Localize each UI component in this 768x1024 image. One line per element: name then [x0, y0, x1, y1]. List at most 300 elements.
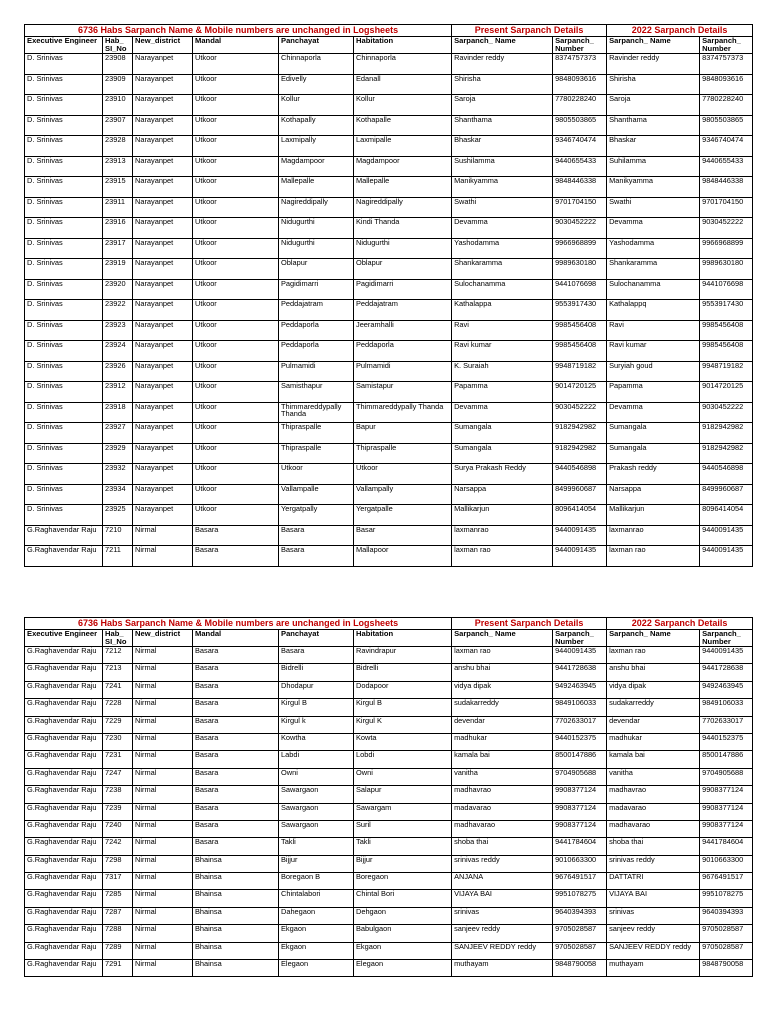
table-cell: 9440655433: [700, 156, 753, 177]
table-row: [25, 505, 753, 526]
table-cell: Kowtha: [279, 733, 354, 750]
table-cell: D. Srinivas: [25, 259, 103, 280]
table-body: [25, 618, 753, 977]
table-cell: Shirisha: [607, 74, 700, 95]
table-cell: Kothapally: [279, 115, 354, 136]
table-cell: Kowta: [354, 733, 452, 750]
table-cell: 8374757373: [553, 54, 607, 75]
table-cell: 7289: [103, 942, 133, 959]
table-cell: G.Raghavendar Raju: [25, 664, 103, 681]
table-cell: vidya dipak: [607, 681, 700, 698]
table-cell: madhavarao: [607, 820, 700, 837]
table-cell: 8500147886: [700, 751, 753, 768]
table-cell: 9553917430: [553, 300, 607, 321]
table-cell: kamala bai: [607, 751, 700, 768]
column-header: Sarpanch_ Name: [607, 630, 700, 647]
table-cell: Chinnaporla: [354, 54, 452, 75]
table-cell: Bhainsa: [193, 960, 279, 977]
table-cell: D. Srinivas: [25, 300, 103, 321]
table-cell: Chinnaporla: [279, 54, 354, 75]
table-cell: 9182942982: [700, 443, 753, 464]
table-cell: Nirmal: [133, 716, 193, 733]
table-cell: 9951078275: [553, 890, 607, 907]
table-cell: G.Raghavendar Raju: [25, 855, 103, 872]
table-cell: Utkoor: [193, 505, 279, 526]
table-cell: 9030452222: [700, 402, 753, 423]
table-cell: D. Srinivas: [25, 505, 103, 526]
table-cell: kamala bai: [452, 751, 553, 768]
table-row: [25, 54, 753, 75]
table-cell: Nirmal: [133, 838, 193, 855]
table-cell: Narayanpet: [133, 74, 193, 95]
table-cell: Utkoor: [193, 156, 279, 177]
table-cell: G.Raghavendar Raju: [25, 820, 103, 837]
table-cell: G.Raghavendar Raju: [25, 838, 103, 855]
table-cell: Basara: [193, 699, 279, 716]
table-cell: Utkoor: [279, 464, 354, 485]
table-cell: devendar: [452, 716, 553, 733]
table-cell: Lobdi: [354, 751, 452, 768]
table-cell: 9441728638: [553, 664, 607, 681]
table-cell: 23923: [103, 320, 133, 341]
table-cell: 9948719182: [553, 361, 607, 382]
table-cell: Pagidimarri: [279, 279, 354, 300]
table-cell: 9346740474: [553, 136, 607, 157]
header-row: [25, 37, 753, 54]
table-cell: Utkoor: [193, 197, 279, 218]
column-header: Panchayat: [279, 630, 354, 647]
table-cell: Suryiah goud: [607, 361, 700, 382]
table-cell: Nirmal: [133, 786, 193, 803]
table-cell: 23911: [103, 197, 133, 218]
table-cell: D. Srinivas: [25, 464, 103, 485]
table-row: [25, 259, 753, 280]
table-cell: G.Raghavendar Raju: [25, 525, 103, 546]
table-cell: shoba thai: [452, 838, 553, 855]
column-header: Mandal: [193, 37, 279, 54]
table-row: [25, 156, 753, 177]
table-cell: Narayanpet: [133, 115, 193, 136]
table-cell: Magdampoor: [279, 156, 354, 177]
table-cell: Dodapoor: [354, 681, 452, 698]
table-cell: G.Raghavendar Raju: [25, 942, 103, 959]
table-cell: 9908377124: [700, 786, 753, 803]
table-cell: 9014720125: [553, 382, 607, 403]
table-cell: sanjeev reddy: [607, 925, 700, 942]
table-cell: Peddaporla: [279, 341, 354, 362]
table-cell: 23912: [103, 382, 133, 403]
table-cell: Narayanpet: [133, 54, 193, 75]
table-cell: Thimmareddypally Thanda: [354, 402, 452, 423]
table-cell: anshu bhai: [607, 664, 700, 681]
table-cell: VIJAYA BAI: [452, 890, 553, 907]
table-cell: 7298: [103, 855, 133, 872]
table-cell: 23908: [103, 54, 133, 75]
sarpanch-2022-title: 2022 Sarpanch Details: [607, 618, 753, 630]
table-cell: 9985456408: [700, 341, 753, 362]
table-cell: Shankaramma: [452, 259, 553, 280]
table-row: [25, 361, 753, 382]
table-row: [25, 873, 753, 890]
table-row: [25, 855, 753, 872]
table-row: [25, 95, 753, 116]
table-cell: 8500147886: [553, 751, 607, 768]
table-cell: Basara: [193, 786, 279, 803]
table-row: [25, 300, 753, 321]
table-row: [25, 925, 753, 942]
table-cell: G.Raghavendar Raju: [25, 925, 103, 942]
table-cell: Utkoor: [193, 382, 279, 403]
table-cell: Nirmal: [133, 803, 193, 820]
table-cell: Utkoor: [354, 464, 452, 485]
table-cell: 9440091435: [700, 647, 753, 664]
table-cell: 7285: [103, 890, 133, 907]
table-cell: Utkoor: [193, 464, 279, 485]
table-cell: G.Raghavendar Raju: [25, 647, 103, 664]
table-row: [25, 664, 753, 681]
table-cell: Salapur: [354, 786, 452, 803]
table-cell: 7287: [103, 907, 133, 924]
sheet-title: 6736 Habs Sarpanch Name & Mobile numbers are unchanged in Logsheets: [25, 618, 452, 630]
table-cell: Sumangala: [607, 423, 700, 444]
table-cell: SANJEEV REDDY reddy: [607, 942, 700, 959]
present-sarpanch-title: Present Sarpanch Details: [452, 618, 607, 630]
table-cell: 23922: [103, 300, 133, 321]
table-cell: 9553917430: [700, 300, 753, 321]
table-cell: Takli: [279, 838, 354, 855]
table-cell: Narsappa: [607, 484, 700, 505]
table-cell: Nirmal: [133, 960, 193, 977]
table-cell: 9989630180: [553, 259, 607, 280]
table-cell: 9441784604: [700, 838, 753, 855]
table-cell: Nirmal: [133, 890, 193, 907]
table-cell: G.Raghavendar Raju: [25, 890, 103, 907]
table-cell: laxmanrao: [452, 525, 553, 546]
table-cell: Bijjur: [279, 855, 354, 872]
table-cell: 9849106033: [700, 699, 753, 716]
table-cell: Swathi: [452, 197, 553, 218]
table-cell: Basara: [193, 525, 279, 546]
column-header: Sarpanch_ Name: [452, 630, 553, 647]
sheet-title: 6736 Habs Sarpanch Name & Mobile numbers are unchanged in Logsheets: [25, 25, 452, 37]
table-cell: G.Raghavendar Raju: [25, 786, 103, 803]
table-row: [25, 525, 753, 546]
table-cell: muthayam: [452, 960, 553, 977]
table-row: [25, 218, 753, 239]
sarpanch-table: [24, 617, 753, 977]
column-header: Executive Engineer: [25, 630, 103, 647]
table-cell: Ravinder reddy: [452, 54, 553, 75]
table-cell: 9705028587: [553, 942, 607, 959]
table-cell: Narayanpet: [133, 361, 193, 382]
table-cell: Elegaon: [354, 960, 452, 977]
table-cell: 9848093616: [700, 74, 753, 95]
table-cell: 7247: [103, 768, 133, 785]
table-cell: G.Raghavendar Raju: [25, 699, 103, 716]
table-cell: 7241: [103, 681, 133, 698]
table-cell: Ekgaon: [279, 925, 354, 942]
table-cell: 23926: [103, 361, 133, 382]
table-cell: 9440546898: [553, 464, 607, 485]
table-row: [25, 136, 753, 157]
table-cell: Narayanpet: [133, 402, 193, 423]
table-cell: sudakarreddy: [452, 699, 553, 716]
table-cell: Papamma: [607, 382, 700, 403]
table-cell: 7238: [103, 786, 133, 803]
table-cell: Nagireddipally: [279, 197, 354, 218]
table-cell: 23915: [103, 177, 133, 198]
column-header: Mandal: [193, 630, 279, 647]
table-cell: Peddajatram: [354, 300, 452, 321]
table-cell: Babulgaon: [354, 925, 452, 942]
table-cell: Sushilamma: [452, 156, 553, 177]
table-cell: Sawargaon: [279, 803, 354, 820]
table-cell: Bijjur: [354, 855, 452, 872]
table-cell: Narayanpet: [133, 320, 193, 341]
table-cell: Kirgul B: [279, 699, 354, 716]
table-cell: Narayanpet: [133, 177, 193, 198]
table-cell: Dehgaon: [354, 907, 452, 924]
table-cell: Utkoor: [193, 259, 279, 280]
table-cell: 9849106033: [553, 699, 607, 716]
table-cell: 9182942982: [700, 423, 753, 444]
table-cell: Utkoor: [193, 423, 279, 444]
table-cell: Saroja: [452, 95, 553, 116]
table-cell: Kirgul B: [354, 699, 452, 716]
table-cell: D. Srinivas: [25, 156, 103, 177]
table-cell: 9908377124: [553, 820, 607, 837]
table-cell: 23909: [103, 74, 133, 95]
table-cell: D. Srinivas: [25, 341, 103, 362]
table-cell: D. Srinivas: [25, 115, 103, 136]
table-cell: 9676491517: [700, 873, 753, 890]
table-cell: Shanthama: [452, 115, 553, 136]
table-row: [25, 238, 753, 259]
table-cell: 9985456408: [553, 341, 607, 362]
table-cell: 23907: [103, 115, 133, 136]
table-cell: Nirmal: [133, 942, 193, 959]
table-cell: laxman rao: [452, 647, 553, 664]
table-cell: 9676491517: [553, 873, 607, 890]
table-cell: Magdampoor: [354, 156, 452, 177]
table-cell: 8096414054: [553, 505, 607, 526]
table-cell: Elegaon: [279, 960, 354, 977]
table-cell: 9440655433: [553, 156, 607, 177]
table-cell: Nirmal: [133, 664, 193, 681]
column-header: Sarpanch_ Number: [553, 630, 607, 647]
table-cell: 7780228240: [700, 95, 753, 116]
table-cell: G.Raghavendar Raju: [25, 803, 103, 820]
table-body: [25, 25, 753, 567]
table-cell: 7210: [103, 525, 133, 546]
logsheet-table-1: [24, 24, 752, 567]
table-cell: Edivelly: [279, 74, 354, 95]
table-cell: Yashodamma: [452, 238, 553, 259]
table-row: [25, 942, 753, 959]
table-cell: 9805503865: [553, 115, 607, 136]
table-cell: 9966968899: [553, 238, 607, 259]
table-row: [25, 733, 753, 750]
table-cell: Narayanpet: [133, 197, 193, 218]
table-cell: 9440091435: [700, 525, 753, 546]
table-cell: Ekgaon: [354, 942, 452, 959]
table-cell: Takli: [354, 838, 452, 855]
table-cell: Thipraspalle: [279, 423, 354, 444]
table-cell: 7212: [103, 647, 133, 664]
table-cell: Thipraspalle: [279, 443, 354, 464]
table-cell: 23934: [103, 484, 133, 505]
table-cell: 9440152375: [553, 733, 607, 750]
table-cell: Bhaskar: [452, 136, 553, 157]
table-cell: Jeeramhalli: [354, 320, 452, 341]
table-cell: D. Srinivas: [25, 484, 103, 505]
table-cell: Dhodapur: [279, 681, 354, 698]
table-cell: Narayanpet: [133, 259, 193, 280]
column-header: Habitation: [354, 630, 452, 647]
table-cell: Nirmal: [133, 855, 193, 872]
table-cell: Basara: [279, 647, 354, 664]
table-cell: sudakarreddy: [607, 699, 700, 716]
table-cell: srinivas reddy: [607, 855, 700, 872]
table-cell: Narayanpet: [133, 156, 193, 177]
table-cell: D. Srinivas: [25, 279, 103, 300]
table-cell: 8096414054: [700, 505, 753, 526]
table-cell: Nidugurthi: [354, 238, 452, 259]
table-cell: Shankaramma: [607, 259, 700, 280]
table-cell: Sumangala: [607, 443, 700, 464]
table-cell: 9985456408: [553, 320, 607, 341]
table-cell: 9010663300: [700, 855, 753, 872]
table-cell: 9440546898: [700, 464, 753, 485]
table-cell: Ravi kumar: [607, 341, 700, 362]
table-row: [25, 115, 753, 136]
table-cell: Labdi: [279, 751, 354, 768]
table-cell: Kathalappq: [607, 300, 700, 321]
table-cell: 23910: [103, 95, 133, 116]
table-cell: 7240: [103, 820, 133, 837]
table-cell: 9441728638: [700, 664, 753, 681]
table-cell: 9704905688: [700, 768, 753, 785]
table-cell: 9030452222: [553, 218, 607, 239]
table-cell: Saroja: [607, 95, 700, 116]
table-cell: 23916: [103, 218, 133, 239]
sarpanch-2022-title: 2022 Sarpanch Details: [607, 25, 753, 37]
table-cell: srinivas reddy: [452, 855, 553, 872]
table-cell: Utkoor: [193, 238, 279, 259]
table-cell: Nirmal: [133, 647, 193, 664]
table-row: [25, 803, 753, 820]
table-cell: 9010663300: [553, 855, 607, 872]
table-cell: 9182942982: [553, 423, 607, 444]
table-cell: 9030452222: [700, 218, 753, 239]
table-cell: Basara: [279, 546, 354, 567]
table-cell: Kathalappa: [452, 300, 553, 321]
table-cell: Utkoor: [193, 300, 279, 321]
table-row: [25, 423, 753, 444]
table-cell: Peddajatram: [279, 300, 354, 321]
table-cell: 23918: [103, 402, 133, 423]
table-cell: Ravindrapur: [354, 647, 452, 664]
table-cell: 23920: [103, 279, 133, 300]
table-cell: devendar: [607, 716, 700, 733]
table-cell: G.Raghavendar Raju: [25, 873, 103, 890]
table-cell: 23917: [103, 238, 133, 259]
table-cell: Kirgul K: [354, 716, 452, 733]
table-cell: Sawargaon: [279, 786, 354, 803]
table-cell: Narayanpet: [133, 423, 193, 444]
table-cell: 9966968899: [700, 238, 753, 259]
table-cell: 9848093616: [553, 74, 607, 95]
table-cell: 9492463945: [700, 681, 753, 698]
table-cell: Narayanpet: [133, 95, 193, 116]
table-cell: vidya dipak: [452, 681, 553, 698]
table-row: [25, 177, 753, 198]
table-cell: 7291: [103, 960, 133, 977]
table-cell: 9951078275: [700, 890, 753, 907]
table-cell: 7211: [103, 546, 133, 567]
table-cell: Shanthama: [607, 115, 700, 136]
table-cell: 23932: [103, 464, 133, 485]
table-cell: Nirmal: [133, 681, 193, 698]
table-cell: Narayanpet: [133, 443, 193, 464]
table-row: [25, 907, 753, 924]
table-cell: SANJEEV REDDY reddy: [452, 942, 553, 959]
table-cell: 7213: [103, 664, 133, 681]
table-cell: DATTATRI: [607, 873, 700, 890]
table-cell: anshu bhai: [452, 664, 553, 681]
table-cell: Utkoor: [193, 136, 279, 157]
table-cell: Ravi kumar: [452, 341, 553, 362]
column-header: Executive Engineer: [25, 37, 103, 54]
table-cell: 9848446338: [553, 177, 607, 198]
table-cell: Utkoor: [193, 74, 279, 95]
table-cell: Devamma: [607, 218, 700, 239]
title-band: [25, 618, 753, 630]
table-row: [25, 751, 753, 768]
logsheet-table-2: [24, 617, 752, 977]
table-row: [25, 341, 753, 362]
table-cell: Utkoor: [193, 484, 279, 505]
table-cell: Narayanpet: [133, 341, 193, 362]
table-cell: Prakash reddy: [607, 464, 700, 485]
table-cell: 7780228240: [553, 95, 607, 116]
table-cell: Utkoor: [193, 279, 279, 300]
column-header: Sarpanch_ Name: [607, 37, 700, 54]
column-header: Panchayat: [279, 37, 354, 54]
table-cell: Sulochanamma: [452, 279, 553, 300]
table-cell: Chintal Bori: [354, 890, 452, 907]
table-cell: madhavarao: [452, 820, 553, 837]
table-cell: srinivas: [452, 907, 553, 924]
table-cell: Nirmal: [133, 925, 193, 942]
table-cell: Surya Prakash Reddy: [452, 464, 553, 485]
table-cell: Narayanpet: [133, 238, 193, 259]
table-cell: Basara: [193, 751, 279, 768]
table-cell: K. Suraiah: [452, 361, 553, 382]
table-cell: 7288: [103, 925, 133, 942]
table-cell: Bidrelli: [279, 664, 354, 681]
table-cell: Vallampally: [354, 484, 452, 505]
table-cell: 9440091435: [553, 525, 607, 546]
table-row: [25, 647, 753, 664]
present-sarpanch-title: Present Sarpanch Details: [452, 25, 607, 37]
sarpanch-table: [24, 24, 753, 567]
table-cell: Yergatpally: [279, 505, 354, 526]
table-cell: Basara: [193, 803, 279, 820]
column-header: New_district: [133, 37, 193, 54]
table-cell: Nirmal: [133, 873, 193, 890]
table-cell: 8374757373: [700, 54, 753, 75]
